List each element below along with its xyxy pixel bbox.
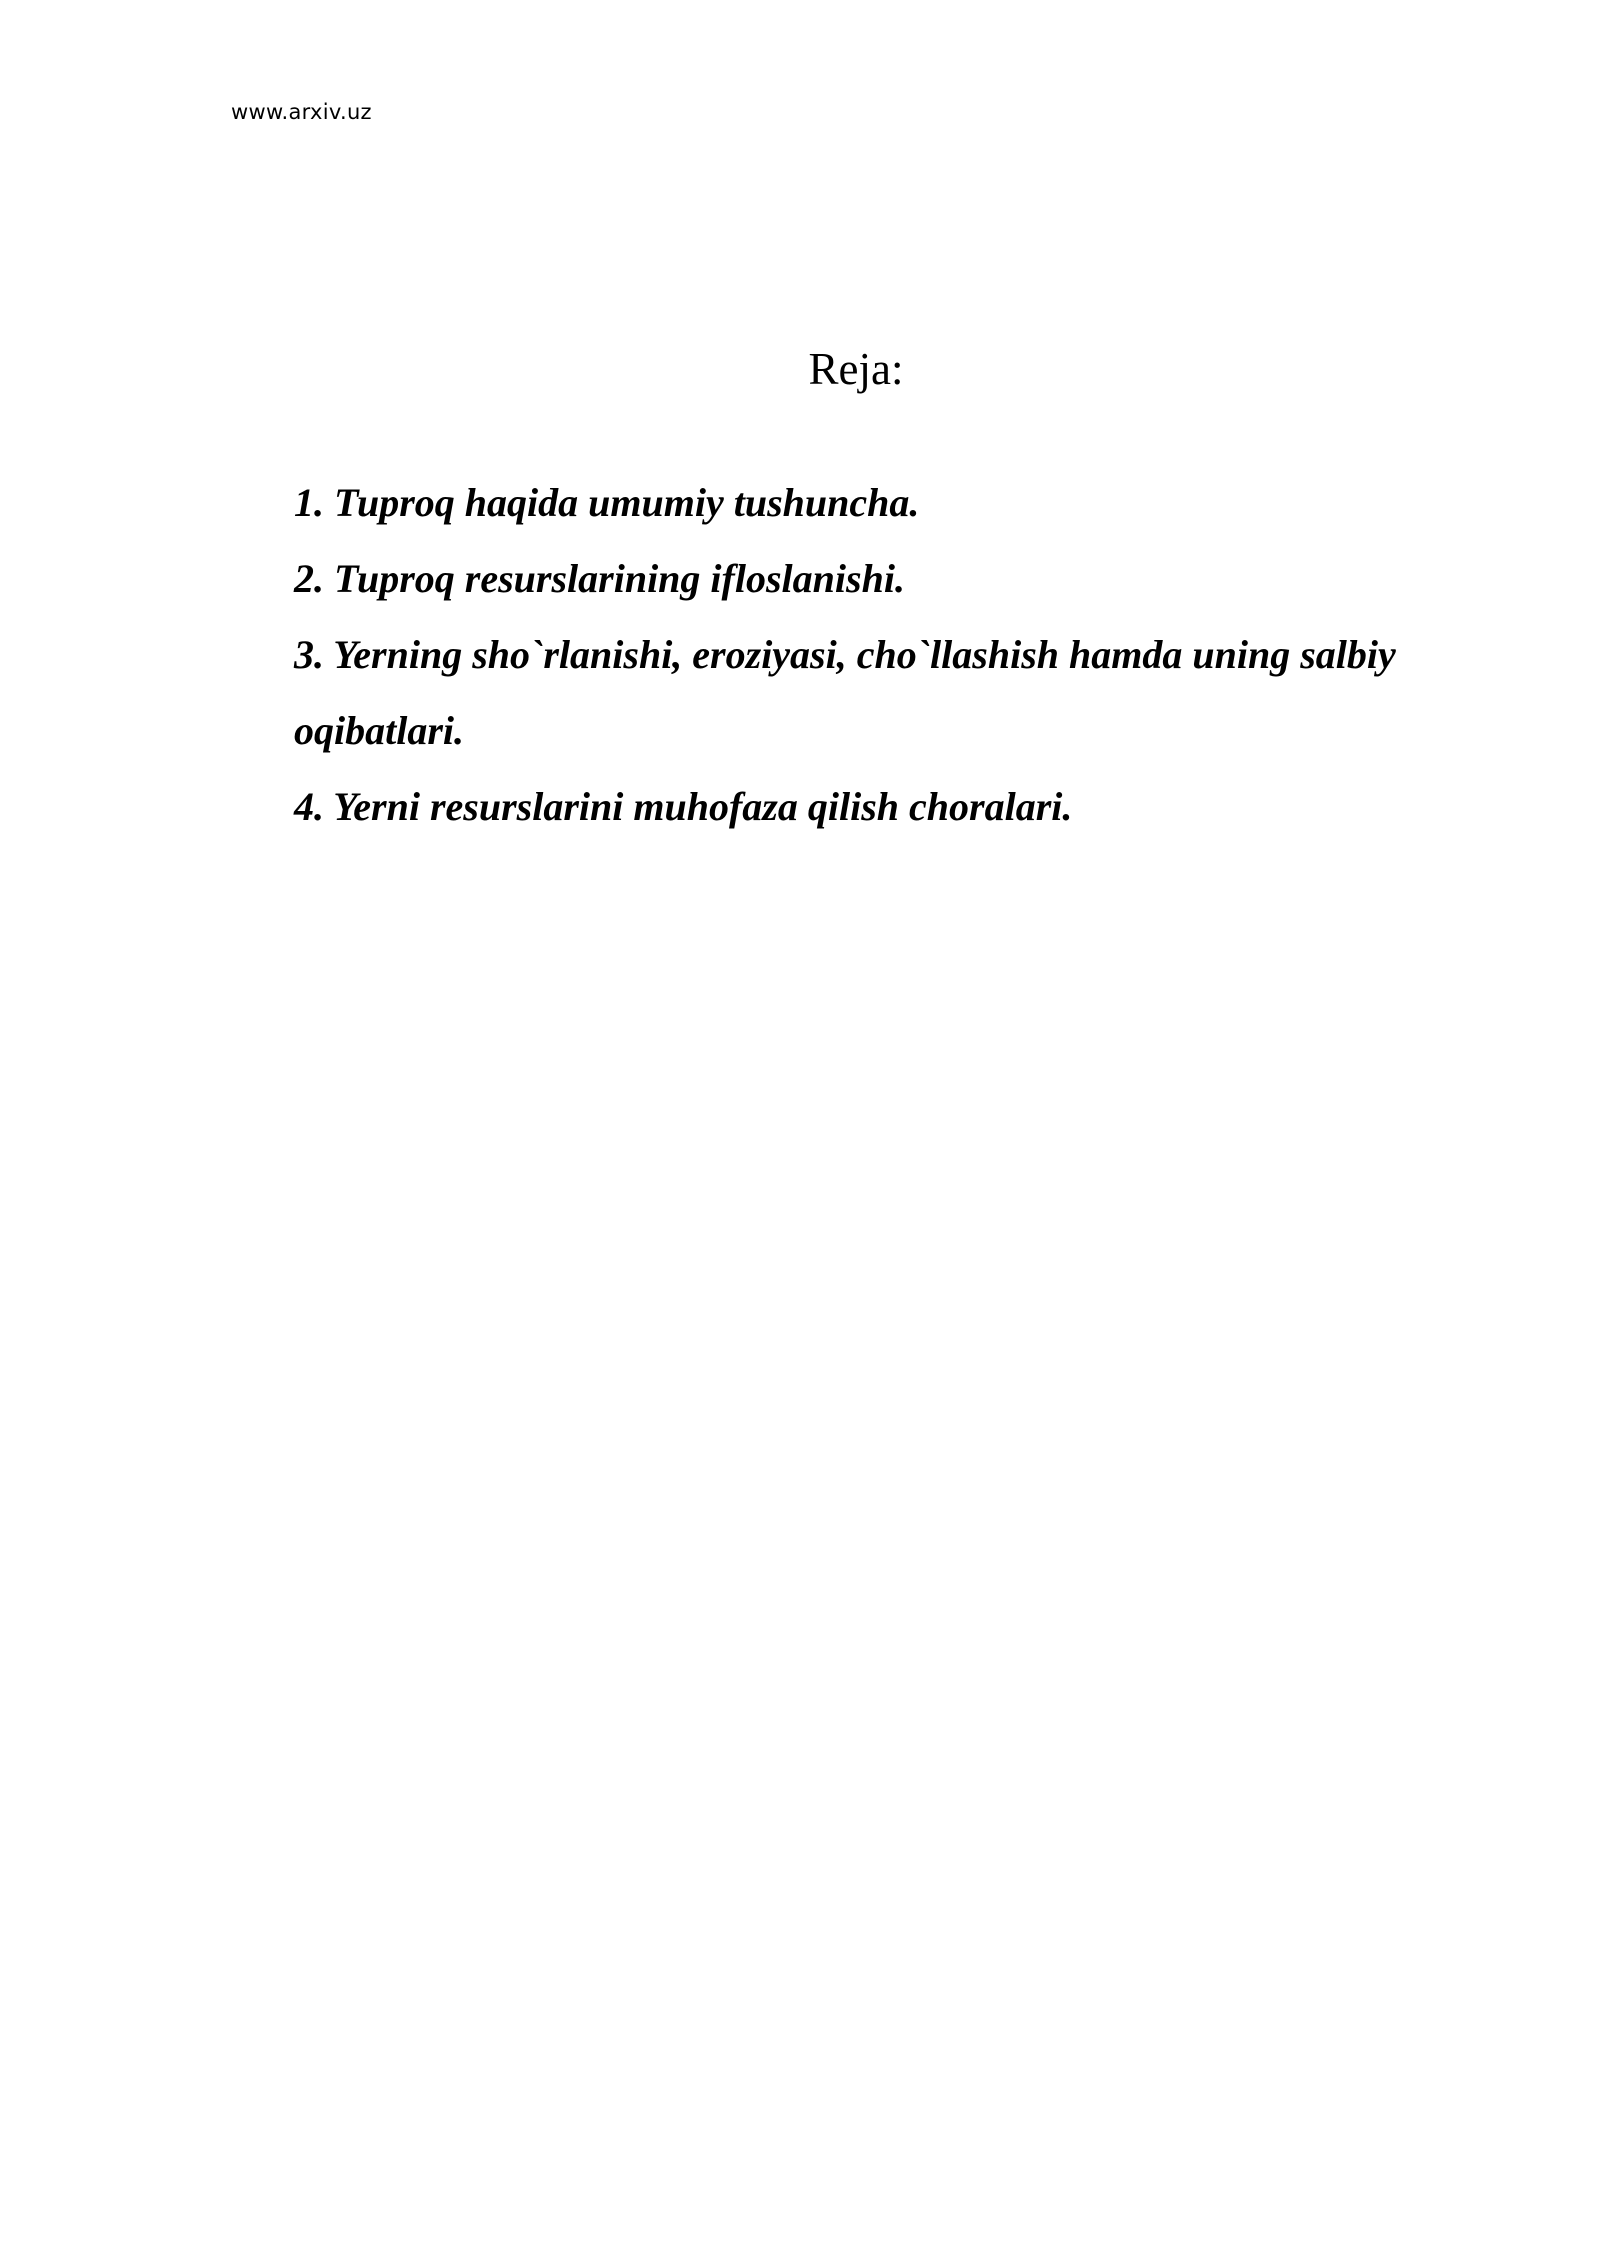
plan-item-3: 3. Yerning sho`rlanishi, eroziyasi, cho`llashish hamda uning salbiy oqibatlari. [294,632,1396,753]
plan-title: Reja: [808,344,904,394]
plan-item-4: 4. Yerni resurslarini muhofaza qilish choralari. [294,784,1073,829]
header-url: www.arxiv.uz [231,100,372,124]
plan-list [294,465,1514,845]
plan-item-1: 1. Tuproq haqida umumiy tushuncha. [294,480,920,525]
plan-item-2: 2. Tuproq resurslarining ifloslanishi. [294,556,905,601]
